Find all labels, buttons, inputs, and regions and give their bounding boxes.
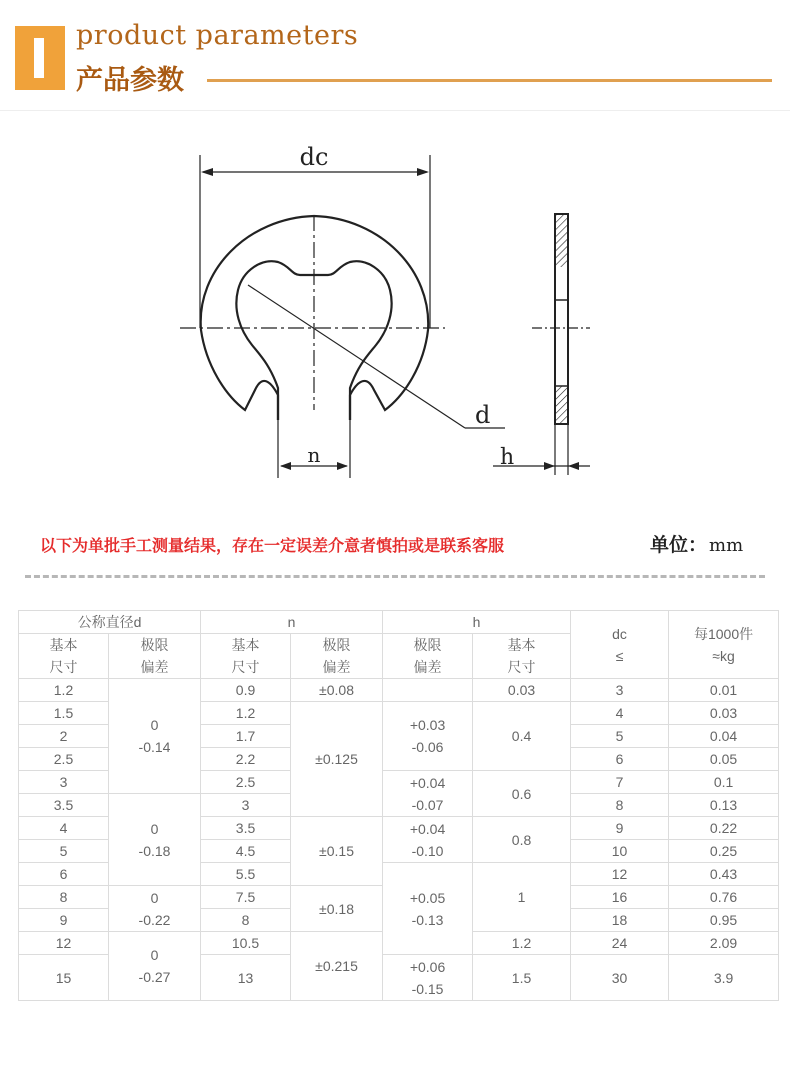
subheader-h-tol: 极限 偏差 bbox=[383, 634, 473, 679]
d-label: d bbox=[475, 401, 491, 429]
weight-value: 0.43 bbox=[669, 863, 779, 886]
header-dc: dc ≤ bbox=[571, 611, 669, 679]
dc-label: dc bbox=[299, 143, 329, 171]
header-title-cn: 产品参数 bbox=[76, 65, 184, 96]
header-h: h bbox=[383, 611, 571, 634]
dc-value: 8 bbox=[571, 794, 669, 817]
dc-value: 24 bbox=[571, 932, 669, 955]
subheader-n-basic: 基本 尺寸 bbox=[201, 634, 291, 679]
dc-value: 18 bbox=[571, 909, 669, 932]
header-accent-block bbox=[15, 26, 65, 90]
parameter-table bbox=[18, 610, 779, 1001]
d-basic: 6 bbox=[19, 863, 109, 886]
header-n: n bbox=[201, 611, 383, 634]
dc-value: 16 bbox=[571, 886, 669, 909]
header-underline bbox=[207, 79, 772, 82]
d-basic: 9 bbox=[19, 909, 109, 932]
n-basic: 5.5 bbox=[201, 863, 291, 886]
weight-value: 0.03 bbox=[669, 702, 779, 725]
n-basic: 2.2 bbox=[201, 748, 291, 771]
d-tolerance: 0 -0.18 bbox=[109, 794, 201, 886]
d-basic: 3 bbox=[19, 771, 109, 794]
e-clip-inner-contour bbox=[236, 261, 391, 420]
table-header-row bbox=[19, 611, 779, 634]
h-basic: 0.8 bbox=[473, 817, 571, 863]
h-label: h bbox=[500, 445, 515, 470]
unit-indicator bbox=[650, 530, 743, 557]
n-basic: 1.2 bbox=[201, 702, 291, 725]
unit-value: mm bbox=[709, 535, 744, 556]
subheader-d-tol: 极限 偏差 bbox=[109, 634, 201, 679]
dc-value: 3 bbox=[571, 679, 669, 702]
n-tolerance: ±0.08 bbox=[291, 679, 383, 702]
d-basic: 1.5 bbox=[19, 702, 109, 725]
d-basic: 8 bbox=[19, 886, 109, 909]
h-basic: 1 bbox=[473, 863, 571, 932]
dc-value: 7 bbox=[571, 771, 669, 794]
n-tolerance: ±0.18 bbox=[291, 886, 383, 932]
weight-value: 0.22 bbox=[669, 817, 779, 840]
d-basic: 5 bbox=[19, 840, 109, 863]
h-tolerance: +0.06 -0.15 bbox=[383, 955, 473, 1001]
n-basic: 3 bbox=[201, 794, 291, 817]
h-basic: 1.2 bbox=[473, 932, 571, 955]
d-tolerance: 0 -0.22 bbox=[109, 886, 201, 932]
section-header bbox=[0, 0, 790, 110]
n-basic: 3.5 bbox=[201, 817, 291, 840]
dc-value: 5 bbox=[571, 725, 669, 748]
n-tolerance: ±0.15 bbox=[291, 817, 383, 886]
e-clip-drawing-svg bbox=[0, 110, 790, 510]
h-basic: 0.6 bbox=[473, 771, 571, 817]
weight-value: 3.9 bbox=[669, 955, 779, 1001]
header-title-en: product parameters bbox=[76, 20, 359, 51]
dc-value: 6 bbox=[571, 748, 669, 771]
h-tolerance-empty bbox=[383, 679, 473, 702]
n-basic: 8 bbox=[201, 909, 291, 932]
dc-value: 9 bbox=[571, 817, 669, 840]
d-basic: 2.5 bbox=[19, 748, 109, 771]
h-tolerance: +0.04 -0.07 bbox=[383, 771, 473, 817]
n-tolerance: ±0.215 bbox=[291, 932, 383, 1001]
n-label: n bbox=[307, 443, 321, 467]
n-basic: 1.7 bbox=[201, 725, 291, 748]
n-basic: 0.9 bbox=[201, 679, 291, 702]
d-basic: 4 bbox=[19, 817, 109, 840]
d-basic: 2 bbox=[19, 725, 109, 748]
header-weight: 每1000件 ≈kg bbox=[669, 611, 779, 679]
d-tolerance: 0 -0.27 bbox=[109, 932, 201, 1001]
h-tolerance: +0.03 -0.06 bbox=[383, 702, 473, 771]
weight-value: 0.1 bbox=[669, 771, 779, 794]
weight-value: 2.09 bbox=[669, 932, 779, 955]
weight-value: 0.95 bbox=[669, 909, 779, 932]
weight-value: 0.25 bbox=[669, 840, 779, 863]
table-row bbox=[19, 679, 779, 702]
h-tolerance: +0.04 -0.10 bbox=[383, 817, 473, 863]
subheader-n-tol: 极限 偏差 bbox=[291, 634, 383, 679]
subheader-d-basic: 基本 尺寸 bbox=[19, 634, 109, 679]
measurement-warning: 以下为单批手工测量结果，存在一定误差介意者慎拍或是联系客服 bbox=[40, 536, 505, 555]
weight-value: 0.01 bbox=[669, 679, 779, 702]
weight-value: 0.04 bbox=[669, 725, 779, 748]
dc-value: 30 bbox=[571, 955, 669, 1001]
d-basic: 15 bbox=[19, 955, 109, 1001]
n-basic: 4.5 bbox=[201, 840, 291, 863]
weight-value: 0.13 bbox=[669, 794, 779, 817]
dc-value: 10 bbox=[571, 840, 669, 863]
n-tolerance: ±0.125 bbox=[291, 702, 383, 817]
e-clip-technical-drawing bbox=[0, 110, 790, 510]
d-basic: 1.2 bbox=[19, 679, 109, 702]
d-basic: 12 bbox=[19, 932, 109, 955]
subheader-h-basic: 基本 尺寸 bbox=[473, 634, 571, 679]
h-basic: 0.4 bbox=[473, 702, 571, 771]
d-basic: 3.5 bbox=[19, 794, 109, 817]
weight-value: 0.05 bbox=[669, 748, 779, 771]
n-basic: 13 bbox=[201, 955, 291, 1001]
h-tolerance: +0.05 -0.13 bbox=[383, 863, 473, 955]
unit-label: 单位： bbox=[650, 534, 708, 556]
h-basic: 1.5 bbox=[473, 955, 571, 1001]
header-d: 公称直径d bbox=[19, 611, 201, 634]
h-basic: 0.03 bbox=[473, 679, 571, 702]
n-basic: 10.5 bbox=[201, 932, 291, 955]
weight-value: 0.76 bbox=[669, 886, 779, 909]
n-basic: 2.5 bbox=[201, 771, 291, 794]
d-tolerance: 0 -0.14 bbox=[109, 679, 201, 794]
dc-value: 4 bbox=[571, 702, 669, 725]
dc-value: 12 bbox=[571, 863, 669, 886]
dashed-divider bbox=[25, 575, 765, 578]
n-basic: 7.5 bbox=[201, 886, 291, 909]
